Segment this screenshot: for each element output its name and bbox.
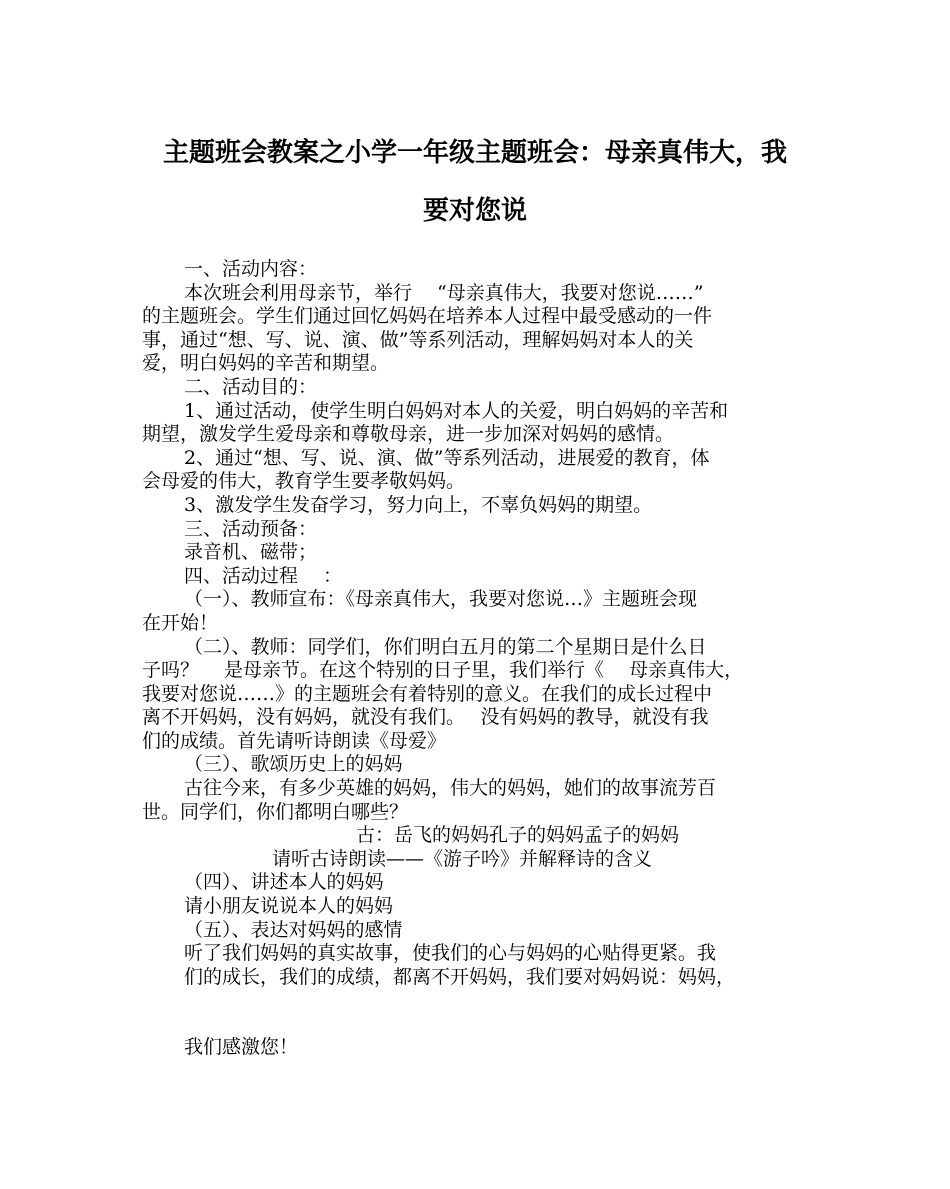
- centered-line: 请听古诗朗读——《游子吟》并解释诗的含义: [272, 847, 653, 870]
- section-heading-purpose: 二、活动目的：: [184, 375, 318, 398]
- paragraph-line: 们的成长，我们的成绩，都离不开妈妈，我们要对妈妈说：妈妈，: [184, 965, 736, 988]
- paragraph-line: 我要对您说……》的主题班会有着特别的意义。在我们的成长过程中: [142, 682, 713, 705]
- paragraph-line: 世。同学们，你们都明白哪些？: [142, 800, 409, 823]
- paragraph-line: 1、通过活动，使学生明白妈妈对本人的关爱，明白妈妈的辛苦和: [184, 399, 729, 422]
- paragraph-line: 在开始！: [142, 611, 219, 634]
- paragraph-line: 录音机、磁带；: [184, 541, 318, 564]
- paragraph-line: 子吗？ 是母亲节。在这个特别的日子里，我们举行《 母亲真伟大，: [142, 659, 744, 682]
- paragraph-line: 听了我们妈妈的真实故事，使我们的心与妈妈的心贴得更紧。我: [184, 942, 717, 965]
- paragraph-line: 请小朋友说说本人的妈妈: [184, 895, 394, 918]
- centered-line: 古：岳飞的妈妈孔子的妈妈孟子的妈妈: [356, 824, 680, 847]
- paragraph-line: 的主题班会。学生们通过回忆妈妈在培养本人过程中最受感动的一件: [142, 305, 713, 328]
- paragraph-line: 本次班会利用母亲节，举行 “母亲真伟大，我要对您说……”: [184, 281, 704, 304]
- paragraph-line: （二）、教师：同学们，你们明白五月的第二个星期日是什么日: [184, 635, 707, 658]
- paragraph-line: （三）、歌颂历史上的妈妈: [184, 753, 403, 776]
- paragraph-line: 古往今来，有多少英雄的妈妈，伟大的妈妈，她们的故事流芳百: [184, 777, 717, 800]
- paragraph-line: 2、通过“想、写、说、演、做”等系列活动，进展爱的教育，体: [184, 446, 710, 469]
- paragraph-line: （五）、表达对妈妈的感情: [184, 918, 403, 941]
- paragraph-line: 会母爱的伟大，教育学生要孝敬妈妈。: [142, 470, 466, 493]
- paragraph-line: 事，通过“想、写、说、演、做”等系列活动，理解妈妈对本人的关: [142, 328, 694, 351]
- spacer: [142, 989, 822, 1036]
- title-line-1: 主题班会教案之小学一年级主题班会：母亲真伟大，我: [162, 138, 787, 168]
- section-heading-preparation: 三、活动预备：: [184, 517, 318, 540]
- section-heading-content: 一、活动内容：: [184, 258, 318, 280]
- paragraph-line: 爱，明白妈妈的辛苦和期望。: [142, 352, 390, 375]
- section-heading-process: 四、活动过程 ：: [184, 564, 343, 587]
- document-body: [142, 258, 822, 1060]
- paragraph-line: 期望，激发学生爱母亲和尊敬母亲，进一步加深对妈妈的感情。: [142, 423, 675, 446]
- paragraph-line: （一）、教师宣布：《母亲真伟大，我要对您说…》主题班会现: [184, 588, 698, 611]
- paragraph-line: 3、激发学生发奋学习，努力向上，不辜负妈妈的期望。: [184, 493, 653, 516]
- paragraph-line: 我们感激您！: [184, 1036, 299, 1059]
- paragraph-line: （四）、讲述本人的妈妈: [184, 871, 384, 894]
- paragraph-line: 离不开妈妈，没有妈妈，就没有我们。 没有妈妈的教导，就没有我: [142, 706, 709, 729]
- document-title: [120, 124, 830, 240]
- title-line-2: 要对您说: [422, 196, 527, 226]
- paragraph-line: 们的成绩。首先请听诗朗读《母爱》: [142, 729, 447, 752]
